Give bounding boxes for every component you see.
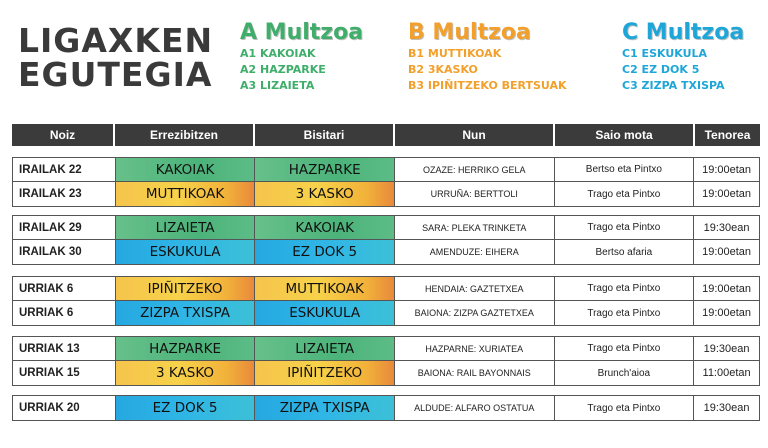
group-c-item: C3 ZIZPA TXISPA: [622, 79, 725, 92]
table-row: [13, 301, 759, 325]
location-cell: OZAZE: HERRIKO GELA: [395, 158, 555, 181]
table-row: [13, 240, 759, 264]
away-team-cell: HAZPARKE: [255, 158, 395, 181]
group-a-title: A Multzoa: [240, 20, 364, 45]
away-team-cell: EZ DOK 5: [255, 240, 395, 264]
table-header: [12, 124, 760, 146]
schedule-block: [12, 276, 760, 326]
session-type-cell: Trago eta Pintxo: [555, 301, 695, 325]
group-b-title: B Multzoa: [408, 20, 531, 45]
group-a-item: A1 KAKOIAK: [240, 47, 316, 60]
session-type-cell: Trago eta Pintxo: [555, 216, 695, 239]
date-cell: URRIAK 6: [13, 301, 116, 325]
date-cell: IRAILAK 23: [13, 182, 116, 206]
date-cell: URRIAK 20: [13, 396, 116, 420]
title-line-1: LIGAXKEN: [18, 21, 214, 60]
location-cell: HAZPARNE: XURIATEA: [395, 337, 555, 360]
group-c-item: C1 ESKUKULA: [622, 47, 708, 60]
away-team-cell: LIZAIETA: [255, 337, 395, 360]
home-team-cell: MUTTIKOAK: [116, 182, 256, 206]
header-saio-mota: Saio mota: [555, 124, 695, 146]
date-cell: IRAILAK 30: [13, 240, 116, 264]
page-title: [18, 21, 214, 94]
home-team-cell: HAZPARKE: [116, 337, 256, 360]
location-cell: HENDAIA: GAZTETXEA: [395, 277, 555, 300]
session-type-cell: Trago eta Pintxo: [555, 182, 695, 206]
location-cell: BAIONA: ZIZPA GAZTETXEA: [395, 301, 555, 325]
group-b-item: B2 3KASKO: [408, 63, 478, 76]
time-cell: 19:00etan: [702, 188, 752, 200]
group-b-item: B3 IPIÑITZEKO BERTSUAK: [408, 79, 567, 92]
away-team-cell: ZIZPA TXISPA: [255, 396, 395, 420]
header-tenorea: Tenorea: [695, 124, 760, 146]
group-a-item: A3 LIZAIETA: [240, 79, 315, 92]
time-cell: 19:00etan: [702, 163, 752, 176]
date-cell: URRIAK 13: [13, 337, 116, 360]
header-nun: Nun: [395, 124, 555, 146]
schedule-block: [12, 336, 760, 386]
session-type-cell: Trago eta Pintxo: [555, 337, 695, 360]
home-team-cell: EZ DOK 5: [116, 396, 256, 420]
header-bisitari: Bisitari: [255, 124, 395, 146]
away-team-cell: 3 KASKO: [255, 182, 395, 206]
group-a: [240, 20, 363, 94]
time-cell: 11:00etan: [702, 367, 751, 379]
session-type-cell: Bertso eta Pintxo: [555, 158, 695, 181]
schedule-block: [12, 215, 760, 265]
home-team-cell: 3 KASKO: [116, 361, 256, 385]
session-type-cell: Trago eta Pintxo: [555, 277, 695, 300]
away-team-cell: IPIÑITZEKO: [255, 361, 395, 385]
time-cell: 19:30ean: [703, 342, 750, 355]
schedule-block: [12, 157, 760, 207]
home-team-cell: KAKOIAK: [116, 158, 256, 181]
table-row: [13, 337, 759, 361]
title-line-2: EGUTEGIA: [18, 55, 213, 94]
time-cell: 19:00etan: [702, 282, 752, 295]
session-type-cell: Brunch'aioa: [555, 361, 695, 385]
group-c: [622, 20, 744, 94]
session-type-cell: Trago eta Pintxo: [555, 396, 695, 420]
time-cell: 19:00etan: [702, 246, 752, 258]
group-b: [408, 20, 567, 94]
table-row: [13, 361, 759, 385]
time-cell: 19:30ean: [703, 402, 750, 414]
date-cell: IRAILAK 22: [13, 158, 116, 181]
home-team-cell: ESKUKULA: [116, 240, 256, 264]
group-c-title: C Multzoa: [622, 20, 745, 45]
home-team-cell: LIZAIETA: [116, 216, 256, 239]
location-cell: SARA: PLEKA TRINKETA: [395, 216, 555, 239]
date-cell: URRIAK 6: [13, 277, 116, 300]
location-cell: AMENDUZE: EIHERA: [395, 240, 555, 264]
table-row: [13, 182, 759, 206]
schedule-block: [12, 395, 760, 421]
away-team-cell: ESKUKULA: [255, 301, 395, 325]
time-cell: 19:00etan: [702, 307, 752, 319]
home-team-cell: ZIZPA TXISPA: [116, 301, 256, 325]
table-row: [13, 277, 759, 301]
group-b-item: B1 MUTTIKOAK: [408, 47, 502, 60]
table-row: [13, 158, 759, 182]
location-cell: URRUÑA: BERTTOLI: [395, 182, 555, 206]
table-row: [13, 216, 759, 240]
table-row: [13, 396, 759, 420]
away-team-cell: KAKOIAK: [255, 216, 395, 239]
header-noiz: Noiz: [12, 124, 115, 146]
group-c-item: C2 EZ DOK 5: [622, 63, 700, 76]
group-a-item: A2 HAZPARKE: [240, 63, 326, 76]
session-type-cell: Bertso afaria: [555, 240, 695, 264]
location-cell: BAIONA: RAIL BAYONNAIS: [395, 361, 555, 385]
header-errezibitzen: Errezibitzen: [115, 124, 255, 146]
time-cell: 19:30ean: [703, 221, 750, 234]
home-team-cell: IPIÑITZEKO: [116, 277, 256, 300]
away-team-cell: MUTTIKOAK: [255, 277, 395, 300]
date-cell: IRAILAK 29: [13, 216, 116, 239]
date-cell: URRIAK 15: [13, 361, 116, 385]
location-cell: ALDUDE: ALFARO OSTATUA: [395, 396, 555, 420]
